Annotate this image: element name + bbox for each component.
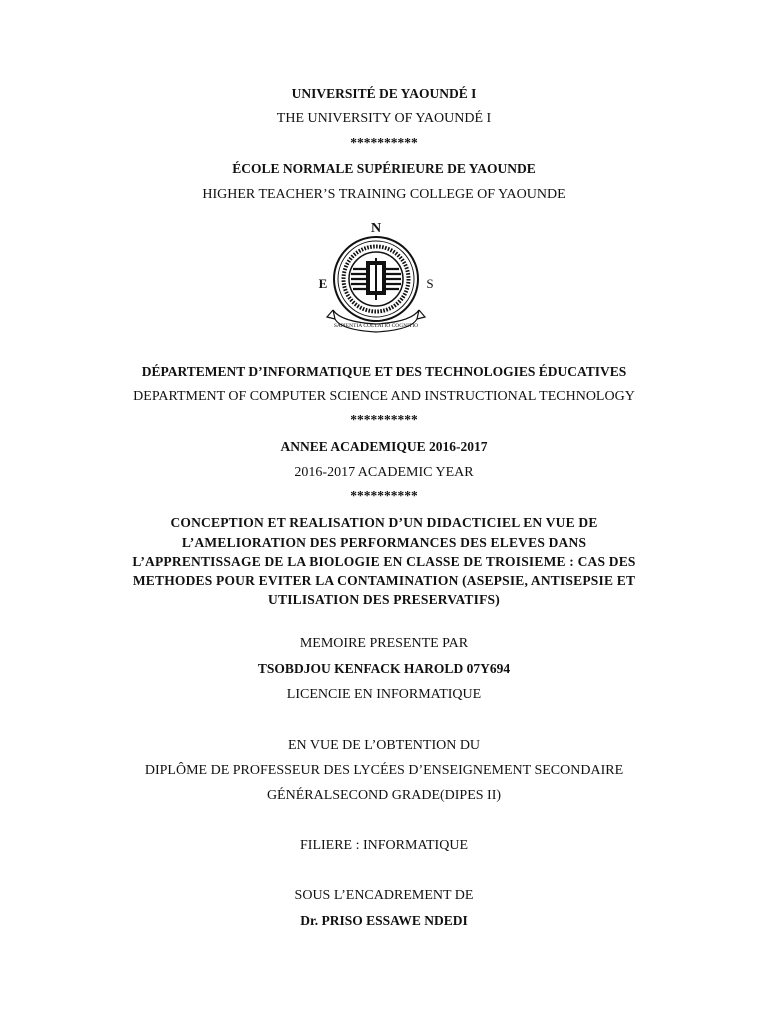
separator: ********** <box>350 488 418 503</box>
purpose-line-1: EN VUE DE L’OBTENTION DU <box>287 738 481 753</box>
presented-by: MEMOIRE PRESENTE PAR <box>299 636 469 651</box>
department-en: DEPARTMENT OF COMPUTER SCIENCE AND INSTRUCTIONAL TECHNOLOGY <box>133 389 635 404</box>
compass-north: N <box>370 221 382 236</box>
supervisor-name: Dr. PRISO ESSAWE NDEDI <box>300 913 468 928</box>
school-fr: ÉCOLE NORMALE SUPÉRIEURE DE YAOUNDE <box>232 161 536 176</box>
separator: ********** <box>350 412 418 427</box>
seal-emblem-icon <box>313 218 439 338</box>
compass-east: E <box>318 276 328 291</box>
purpose-line-2: DIPLÔME DE PROFESSEUR DES LYCÉES D’ENSEIGNEMENT SECONDAIRE <box>144 763 624 778</box>
purpose-line-3: GÉNÉRALSECOND GRADE(DIPES II) <box>266 788 502 803</box>
thesis-title-line-5: UTILISATION DES PRESERVATIFS) <box>268 592 500 607</box>
thesis-title-line-4: METHODES POUR EVITER LA CONTAMINATION (ASEPSIE, ANTISEPSIE ET <box>132 573 636 588</box>
university-en: THE UNIVERSITY OF YAOUNDÉ I <box>276 111 492 126</box>
seal-motto: SAPIENTIA COLLATIO COGNITIO <box>333 323 419 329</box>
compass-south: S <box>426 276 434 291</box>
author-degree: LICENCIE EN INFORMATIQUE <box>286 687 482 702</box>
thesis-title-line-1: CONCEPTION ET REALISATION D’UN DIDACTICIEL EN VUE DE <box>170 515 598 530</box>
academic-year-fr: ANNEE ACADEMIQUE 2016-2017 <box>280 439 488 454</box>
department-fr: DÉPARTEMENT D’INFORMATIQUE ET DES TECHNOLOGIES ÉDUCATIVES <box>141 364 627 379</box>
separator: ********** <box>350 135 418 150</box>
school-en: HIGHER TEACHER’S TRAINING COLLEGE OF YAOUNDE <box>202 187 566 202</box>
thesis-title-line-3: L’APPRENTISSAGE DE LA BIOLOGIE EN CLASSE DE TROISIEME : CAS DES <box>132 554 636 569</box>
university-fr: UNIVERSITÉ DE YAOUNDÉ I <box>291 86 477 101</box>
thesis-title-line-2: L’AMELIORATION DES PERFORMANCES DES ELEVES DANS <box>181 535 587 550</box>
academic-year-en: 2016-2017 ACADEMIC YEAR <box>294 465 474 480</box>
university-seal <box>313 218 439 338</box>
author-name: TSOBDJOU KENFACK HAROLD 07Y694 <box>257 661 511 676</box>
supervision-label: SOUS L’ENCADREMENT DE <box>294 888 474 903</box>
filiere: FILIERE : INFORMATIQUE <box>300 838 468 853</box>
